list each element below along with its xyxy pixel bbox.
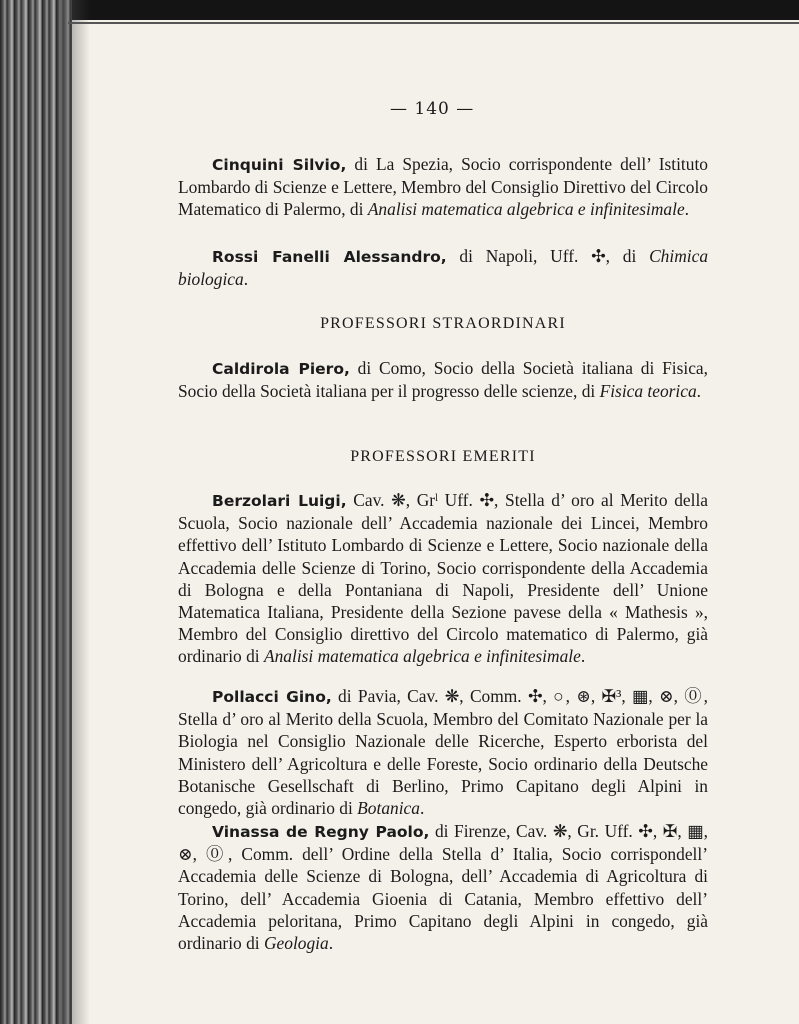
section-heading-straordinari: PROFESSORI STRAORDINARI	[320, 315, 566, 332]
entry-name: Berzolari Luigi,	[212, 492, 347, 510]
entry-subject: Analisi matematica algebrica e infinitesimale	[367, 199, 685, 220]
entry-name: Rossi Fanelli Alessandro,	[212, 248, 447, 266]
entry-cinquini	[178, 153, 708, 221]
entry-subject: Fisica teorica	[599, 381, 697, 402]
entry-rossi-fanelli	[178, 245, 708, 290]
entry-text: di La Spezia, Socio corrispondente dell’ Istituto Lombardo di Scienze e Lettere, Membro del Consiglio Direttivo del Circolo Matematico di Palermo, di	[178, 154, 708, 220]
page-number: — 140 —	[390, 99, 475, 119]
entry-end: .	[696, 381, 702, 402]
entry-text: di Como, Socio della Società italiana di Fisica, Socio della Società italiana per il progresso delle scienze, di	[178, 358, 708, 402]
entry-subject: Analisi matematica algebrica e infinitesimale	[263, 646, 581, 667]
entry-text: di Napoli, Uff. ✣, di	[446, 246, 650, 266]
entry-text: di Firenze, Cav. ❋, Gr. Uff. ✣, ✠, ▦, ⊗, ⓪, Comm. dell’ Ordine della Stella d’ Italia, Socio corrispondell’ Accademia delle Scienze di Bologna, dell’ Accademia di Agricoltura di Torino, dell’ Accademia Gioenia di Catania, Membro effettivo dell’ Accademia peloritana, Primo Capitano degli Alpini in congedo, già ordinario di	[178, 821, 708, 954]
entry-text: Cav. ❋, Grˡ Uff. ✣, Stella d’ oro al Merito della Scuola, Socio nazionale dell’ Accademia nazionale dei Lincei, Membro effettivo dell’ Istituto Lombardo di Scienze e Lettere, Socio nazionale della Accademia delle Scienze di Torino, Socio corrispondente della Accademia di Bologna e della Pontaniana di Napoli, Presidente dell’ Unione Matematica Italiana, Presidente della Sezione pavese della « Mathesis », Membro del Consiglio direttivo del Circolo matematico di Palermo, già ordinario di	[178, 490, 708, 667]
entry-pollacci	[178, 685, 708, 819]
entry-name: Vinassa de Regny Paolo,	[212, 823, 430, 841]
entry-end: .	[580, 646, 586, 667]
spine-shadow	[60, 0, 90, 1024]
entry-end: .	[243, 269, 249, 290]
page-top-rule	[68, 22, 799, 24]
section-heading-emeriti: PROFESSORI EMERITI	[350, 448, 536, 465]
entry-name: Cinquini Silvio,	[212, 156, 347, 174]
entry-vinassa-de-regny	[178, 820, 708, 954]
entry-text: di Pavia, Cav. ❋, Comm. ✣, ○, ⊛, ✠³, ▦, ⊗, ⓪, Stella d’ oro al Merito della Scuola, Membro del Comitato Nazionale per la Biologia nel Consiglio Nazionale delle Ricerche, Esperto erborista del Ministero dell’ Agricoltura e delle Foreste, Socio ordinario della Deutsche Botanische Gesellschaft di Berlino, Primo Capitano degli Alpini in congedo, già ordinario di	[178, 686, 708, 819]
entry-name: Caldirola Piero,	[212, 360, 350, 378]
entry-end: .	[684, 199, 690, 220]
entry-berzolari	[178, 489, 708, 668]
entry-caldirola	[178, 357, 708, 402]
entry-subject: Chimica biologica	[178, 246, 709, 290]
scan-top-edge	[0, 0, 799, 20]
entry-subject: Geologia	[263, 933, 329, 954]
entry-name: Pollacci Gino,	[212, 688, 332, 706]
entry-subject: Botanica	[357, 798, 420, 819]
entry-end: .	[328, 933, 334, 954]
entry-end: .	[419, 798, 425, 819]
